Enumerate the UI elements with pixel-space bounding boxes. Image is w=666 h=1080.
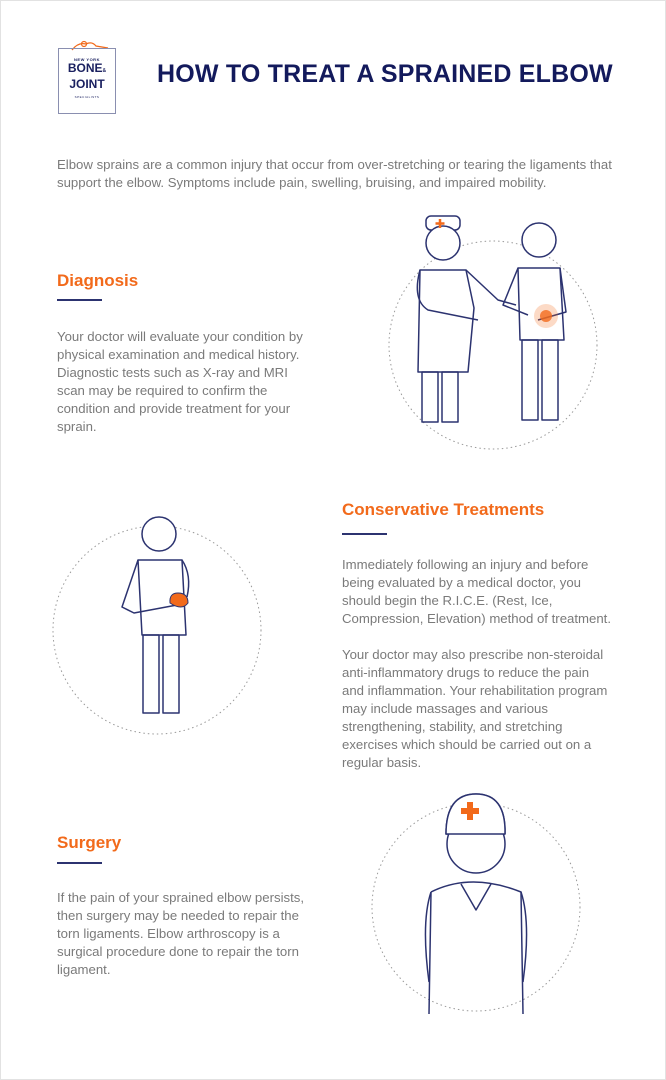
conservative-treatments-underline (342, 533, 387, 535)
logo (58, 48, 116, 114)
surgeon-illustration (371, 802, 583, 1014)
logo-ampersand: & (102, 68, 107, 74)
logo-text-specialists: SPECIALISTS (74, 95, 100, 99)
logo-text-bone: BONE (67, 61, 103, 75)
surgery-underline (57, 862, 102, 864)
diagnosis-text: Your doctor will evaluate your condition by physical examination and medical history. Diagnostic tests such as X-ray and MRI scan may be required to confirm the condition and provide treatment for your sprain. (57, 329, 303, 434)
intro-text: Elbow sprains are a common injury that occur from over-stretching or tearing the ligaments that support the elbow. Symptoms include pain, swelling, bruising, and impaired mobility. (57, 157, 612, 190)
logo-text-joint: JOINT (69, 77, 105, 91)
person-with-ice-pack-illustration (52, 525, 264, 737)
logo-text-new-york: NEW YORK (74, 57, 100, 62)
page-title: HOW TO TREAT A SPRAINED ELBOW (157, 60, 613, 88)
conservative-treatments-heading: Conservative Treatments (342, 500, 545, 519)
surgery-text: If the pain of your sprained elbow persists, then surgery may be needed to repair the torn ligaments. Elbow arthroscopy is a surgical procedure done to repair the torn ligament. (57, 890, 305, 977)
diagnosis-heading: Diagnosis (57, 271, 139, 290)
doctor-examining-patient-illustration (388, 240, 600, 452)
surgery-heading: Surgery (57, 833, 122, 852)
diagnosis-underline (57, 299, 102, 301)
conservative-treatments-text-1: Immediately following an injury and before being evaluated by a medical doctor, you should begin the R.I.C.E. (Rest, Ice, Compression, Elevation) method of treatment. (342, 557, 612, 626)
conservative-treatments-text-2: Your doctor may also prescribe non-steroidal anti-inflammatory drugs to reduce the pain and inflammation. Your rehabilitation program may include massages and various strengthening, stability, and stretching exercises which should be carried out on a regular basis. (342, 647, 608, 770)
